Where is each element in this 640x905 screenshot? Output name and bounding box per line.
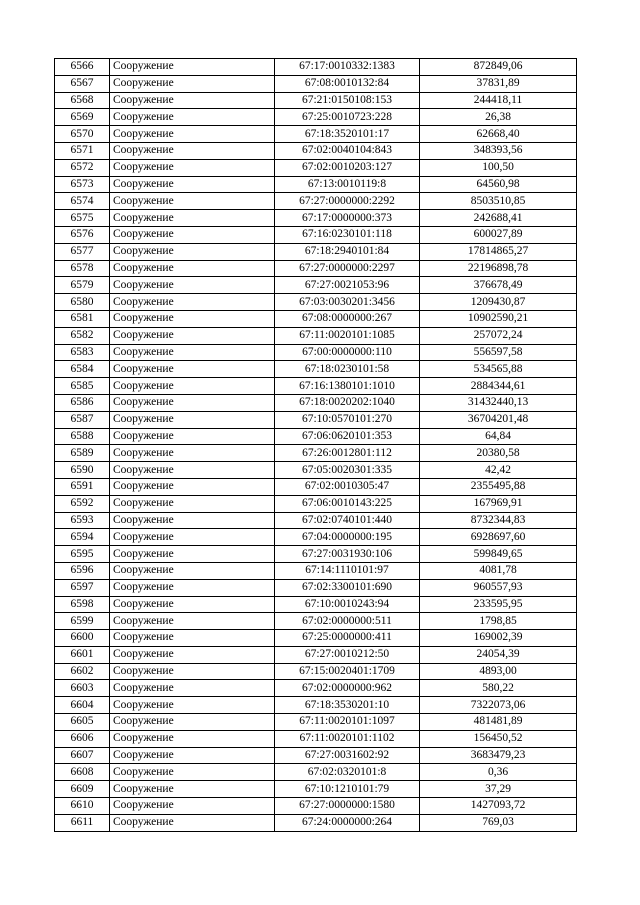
row-number-cell: 6574: [55, 193, 110, 210]
cadastral-number-cell: 67:13:0010119:8: [275, 176, 420, 193]
cadastral-number-cell: 67:16:0230101:118: [275, 226, 420, 243]
row-number-cell: 6601: [55, 646, 110, 663]
cadastral-value-cell: 8503510,85: [420, 193, 577, 210]
cadastral-number-cell: 67:11:0020101:1102: [275, 730, 420, 747]
object-type-cell: Сооружение: [110, 92, 275, 109]
row-number-cell: 6602: [55, 663, 110, 680]
cadastral-number-cell: 67:08:0010132:84: [275, 75, 420, 92]
cadastral-number-cell: 67:02:0010203:127: [275, 159, 420, 176]
cadastral-value-cell: 22196898,78: [420, 260, 577, 277]
object-type-cell: Сооружение: [110, 546, 275, 563]
cadastral-number-cell: 67:17:0000000:373: [275, 210, 420, 227]
cadastral-number-cell: 67:05:0020301:335: [275, 462, 420, 479]
row-number-cell: 6603: [55, 680, 110, 697]
cadastral-number-cell: 67:06:0010143:225: [275, 495, 420, 512]
row-number-cell: 6598: [55, 596, 110, 613]
cadastral-number-cell: 67:06:0620101:353: [275, 428, 420, 445]
object-type-cell: Сооружение: [110, 210, 275, 227]
object-type-cell: Сооружение: [110, 445, 275, 462]
cadastral-value-cell: 3683479,23: [420, 747, 577, 764]
table-row: [55, 126, 577, 143]
row-number-cell: 6568: [55, 92, 110, 109]
table-row: [55, 781, 577, 798]
table-row: [55, 176, 577, 193]
object-type-cell: Сооружение: [110, 579, 275, 596]
cadastral-value-cell: 872849,06: [420, 59, 577, 76]
cadastral-value-cell: 1798,85: [420, 613, 577, 630]
table-row: [55, 646, 577, 663]
object-type-cell: Сооружение: [110, 294, 275, 311]
cadastral-value-cell: 10902590,21: [420, 310, 577, 327]
object-type-cell: Сооружение: [110, 142, 275, 159]
cadastral-number-cell: 67:11:0020101:1085: [275, 327, 420, 344]
cadastral-value-cell: 1209430,87: [420, 294, 577, 311]
table-row: [55, 613, 577, 630]
cadastral-number-cell: 67:14:1110101:97: [275, 562, 420, 579]
cadastral-number-cell: 67:25:0000000:411: [275, 630, 420, 647]
object-type-cell: Сооружение: [110, 159, 275, 176]
cadastral-value-cell: 64560,98: [420, 176, 577, 193]
cadastral-number-cell: 67:27:0000000:2297: [275, 260, 420, 277]
cadastral-number-cell: 67:08:0000000:267: [275, 310, 420, 327]
object-type-cell: Сооружение: [110, 529, 275, 546]
object-type-cell: Сооружение: [110, 428, 275, 445]
cadastral-value-cell: 599849,65: [420, 546, 577, 563]
table-row: [55, 277, 577, 294]
object-type-cell: Сооружение: [110, 562, 275, 579]
cadastral-number-cell: 67:02:0320101:8: [275, 764, 420, 781]
cadastral-value-cell: 960557,93: [420, 579, 577, 596]
cadastral-value-cell: 37,29: [420, 781, 577, 798]
row-number-cell: 6577: [55, 243, 110, 260]
row-number-cell: 6599: [55, 613, 110, 630]
object-type-cell: Сооружение: [110, 714, 275, 731]
registry-table-body: [55, 59, 577, 832]
object-type-cell: Сооружение: [110, 680, 275, 697]
row-number-cell: 6596: [55, 562, 110, 579]
cadastral-number-cell: 67:26:0012801:112: [275, 445, 420, 462]
row-number-cell: 6588: [55, 428, 110, 445]
cadastral-value-cell: 481481,89: [420, 714, 577, 731]
row-number-cell: 6584: [55, 361, 110, 378]
object-type-cell: Сооружение: [110, 226, 275, 243]
cadastral-number-cell: 67:04:0000000:195: [275, 529, 420, 546]
row-number-cell: 6592: [55, 495, 110, 512]
object-type-cell: Сооружение: [110, 75, 275, 92]
cadastral-value-cell: 4081,78: [420, 562, 577, 579]
cadastral-number-cell: 67:24:0000000:264: [275, 814, 420, 831]
table-row: [55, 226, 577, 243]
cadastral-value-cell: 7322073,06: [420, 697, 577, 714]
table-row: [55, 798, 577, 815]
cadastral-number-cell: 67:17:0010332:1383: [275, 59, 420, 76]
cadastral-number-cell: 67:02:0040104:843: [275, 142, 420, 159]
table-row: [55, 310, 577, 327]
object-type-cell: Сооружение: [110, 798, 275, 815]
cadastral-number-cell: 67:10:0570101:270: [275, 411, 420, 428]
cadastral-value-cell: 62668,40: [420, 126, 577, 143]
row-number-cell: 6595: [55, 546, 110, 563]
row-number-cell: 6607: [55, 747, 110, 764]
row-number-cell: 6610: [55, 798, 110, 815]
cadastral-number-cell: 67:25:0010723:228: [275, 109, 420, 126]
object-type-cell: Сооружение: [110, 747, 275, 764]
cadastral-number-cell: 67:18:3520101:17: [275, 126, 420, 143]
cadastral-value-cell: 26,38: [420, 109, 577, 126]
cadastral-value-cell: 167969,91: [420, 495, 577, 512]
cadastral-value-cell: 348393,56: [420, 142, 577, 159]
cadastral-number-cell: 67:11:0020101:1097: [275, 714, 420, 731]
cadastral-value-cell: 534565,88: [420, 361, 577, 378]
row-number-cell: 6575: [55, 210, 110, 227]
cadastral-value-cell: 2884344,61: [420, 378, 577, 395]
cadastral-number-cell: 67:02:0010305:47: [275, 478, 420, 495]
cadastral-number-cell: 67:27:0010212:50: [275, 646, 420, 663]
cadastral-number-cell: 67:15:0020401:1709: [275, 663, 420, 680]
cadastral-value-cell: 4893,00: [420, 663, 577, 680]
table-row: [55, 428, 577, 445]
cadastral-value-cell: 17814865,27: [420, 243, 577, 260]
row-number-cell: 6580: [55, 294, 110, 311]
table-row: [55, 579, 577, 596]
cadastral-value-cell: 156450,52: [420, 730, 577, 747]
table-row: [55, 243, 577, 260]
cadastral-number-cell: 67:27:0000000:2292: [275, 193, 420, 210]
row-number-cell: 6587: [55, 411, 110, 428]
object-type-cell: Сооружение: [110, 596, 275, 613]
object-type-cell: Сооружение: [110, 495, 275, 512]
row-number-cell: 6605: [55, 714, 110, 731]
cadastral-number-cell: 67:27:0031602:92: [275, 747, 420, 764]
table-row: [55, 327, 577, 344]
table-row: [55, 109, 577, 126]
row-number-cell: 6566: [55, 59, 110, 76]
cadastral-value-cell: 600027,89: [420, 226, 577, 243]
table-row: [55, 714, 577, 731]
object-type-cell: Сооружение: [110, 781, 275, 798]
object-type-cell: Сооружение: [110, 243, 275, 260]
object-type-cell: Сооружение: [110, 277, 275, 294]
row-number-cell: 6608: [55, 764, 110, 781]
table-row: [55, 529, 577, 546]
object-type-cell: Сооружение: [110, 697, 275, 714]
row-number-cell: 6604: [55, 697, 110, 714]
object-type-cell: Сооружение: [110, 59, 275, 76]
cadastral-value-cell: 0,36: [420, 764, 577, 781]
cadastral-value-cell: 580,22: [420, 680, 577, 697]
row-number-cell: 6606: [55, 730, 110, 747]
table-row: [55, 411, 577, 428]
object-type-cell: Сооружение: [110, 512, 275, 529]
row-number-cell: 6567: [55, 75, 110, 92]
table-row: [55, 378, 577, 395]
table-row: [55, 730, 577, 747]
row-number-cell: 6571: [55, 142, 110, 159]
row-number-cell: 6572: [55, 159, 110, 176]
row-number-cell: 6593: [55, 512, 110, 529]
object-type-cell: Сооружение: [110, 462, 275, 479]
table-row: [55, 663, 577, 680]
table-row: [55, 562, 577, 579]
cadastral-value-cell: 20380,58: [420, 445, 577, 462]
table-row: [55, 697, 577, 714]
cadastral-value-cell: 169002,39: [420, 630, 577, 647]
table-row: [55, 445, 577, 462]
cadastral-number-cell: 67:03:0030201:3456: [275, 294, 420, 311]
cadastral-number-cell: 67:02:0740101:440: [275, 512, 420, 529]
table-row: [55, 142, 577, 159]
cadastral-number-cell: 67:00:0000000:110: [275, 344, 420, 361]
table-row: [55, 210, 577, 227]
table-row: [55, 294, 577, 311]
object-type-cell: Сооружение: [110, 478, 275, 495]
object-type-cell: Сооружение: [110, 310, 275, 327]
object-type-cell: Сооружение: [110, 126, 275, 143]
table-row: [55, 193, 577, 210]
cadastral-number-cell: 67:18:2940101:84: [275, 243, 420, 260]
row-number-cell: 6581: [55, 310, 110, 327]
row-number-cell: 6579: [55, 277, 110, 294]
object-type-cell: Сооружение: [110, 663, 275, 680]
table-row: [55, 747, 577, 764]
row-number-cell: 6590: [55, 462, 110, 479]
cadastral-number-cell: 67:18:0230101:58: [275, 361, 420, 378]
object-type-cell: Сооружение: [110, 378, 275, 395]
table-row: [55, 814, 577, 831]
object-type-cell: Сооружение: [110, 814, 275, 831]
registry-table: [54, 58, 577, 832]
cadastral-number-cell: 67:02:0000000:962: [275, 680, 420, 697]
row-number-cell: 6589: [55, 445, 110, 462]
cadastral-number-cell: 67:02:0000000:511: [275, 613, 420, 630]
table-row: [55, 495, 577, 512]
cadastral-value-cell: 100,50: [420, 159, 577, 176]
object-type-cell: Сооружение: [110, 193, 275, 210]
cadastral-number-cell: 67:10:1210101:79: [275, 781, 420, 798]
object-type-cell: Сооружение: [110, 327, 275, 344]
row-number-cell: 6576: [55, 226, 110, 243]
object-type-cell: Сооружение: [110, 613, 275, 630]
row-number-cell: 6597: [55, 579, 110, 596]
cadastral-number-cell: 67:18:0020202:1040: [275, 394, 420, 411]
cadastral-number-cell: 67:27:0031930:106: [275, 546, 420, 563]
cadastral-value-cell: 376678,49: [420, 277, 577, 294]
cadastral-value-cell: 42,42: [420, 462, 577, 479]
table-row: [55, 361, 577, 378]
cadastral-value-cell: 36704201,48: [420, 411, 577, 428]
cadastral-number-cell: 67:10:0010243:94: [275, 596, 420, 613]
object-type-cell: Сооружение: [110, 176, 275, 193]
object-type-cell: Сооружение: [110, 646, 275, 663]
table-row: [55, 764, 577, 781]
row-number-cell: 6586: [55, 394, 110, 411]
object-type-cell: Сооружение: [110, 361, 275, 378]
cadastral-number-cell: 67:16:1380101:1010: [275, 378, 420, 395]
row-number-cell: 6591: [55, 478, 110, 495]
cadastral-value-cell: 242688,41: [420, 210, 577, 227]
object-type-cell: Сооружение: [110, 764, 275, 781]
cadastral-value-cell: 6928697,60: [420, 529, 577, 546]
table-row: [55, 630, 577, 647]
object-type-cell: Сооружение: [110, 344, 275, 361]
cadastral-number-cell: 67:21:0150108:153: [275, 92, 420, 109]
cadastral-number-cell: 67:27:0021053:96: [275, 277, 420, 294]
table-row: [55, 260, 577, 277]
table-row: [55, 680, 577, 697]
table-row: [55, 546, 577, 563]
object-type-cell: Сооружение: [110, 109, 275, 126]
table-row: [55, 92, 577, 109]
row-number-cell: 6611: [55, 814, 110, 831]
cadastral-value-cell: 31432440,13: [420, 394, 577, 411]
table-row: [55, 512, 577, 529]
cadastral-value-cell: 2355495,88: [420, 478, 577, 495]
row-number-cell: 6600: [55, 630, 110, 647]
cadastral-number-cell: 67:27:0000000:1580: [275, 798, 420, 815]
row-number-cell: 6585: [55, 378, 110, 395]
row-number-cell: 6583: [55, 344, 110, 361]
row-number-cell: 6569: [55, 109, 110, 126]
object-type-cell: Сооружение: [110, 260, 275, 277]
table-row: [55, 596, 577, 613]
table-row: [55, 344, 577, 361]
cadastral-value-cell: 1427093,72: [420, 798, 577, 815]
table-row: [55, 462, 577, 479]
table-row: [55, 59, 577, 76]
row-number-cell: 6573: [55, 176, 110, 193]
table-row: [55, 394, 577, 411]
row-number-cell: 6578: [55, 260, 110, 277]
object-type-cell: Сооружение: [110, 394, 275, 411]
cadastral-value-cell: 244418,11: [420, 92, 577, 109]
table-row: [55, 75, 577, 92]
cadastral-value-cell: 556597,58: [420, 344, 577, 361]
cadastral-value-cell: 37831,89: [420, 75, 577, 92]
cadastral-number-cell: 67:02:3300101:690: [275, 579, 420, 596]
table-row: [55, 159, 577, 176]
object-type-cell: Сооружение: [110, 411, 275, 428]
cadastral-value-cell: 257072,24: [420, 327, 577, 344]
row-number-cell: 6570: [55, 126, 110, 143]
row-number-cell: 6594: [55, 529, 110, 546]
object-type-cell: Сооружение: [110, 630, 275, 647]
cadastral-value-cell: 64,84: [420, 428, 577, 445]
cadastral-number-cell: 67:18:3530201:10: [275, 697, 420, 714]
cadastral-value-cell: 24054,39: [420, 646, 577, 663]
cadastral-value-cell: 8732344,83: [420, 512, 577, 529]
cadastral-value-cell: 769,03: [420, 814, 577, 831]
row-number-cell: 6609: [55, 781, 110, 798]
cadastral-value-cell: 233595,95: [420, 596, 577, 613]
table-row: [55, 478, 577, 495]
object-type-cell: Сооружение: [110, 730, 275, 747]
row-number-cell: 6582: [55, 327, 110, 344]
